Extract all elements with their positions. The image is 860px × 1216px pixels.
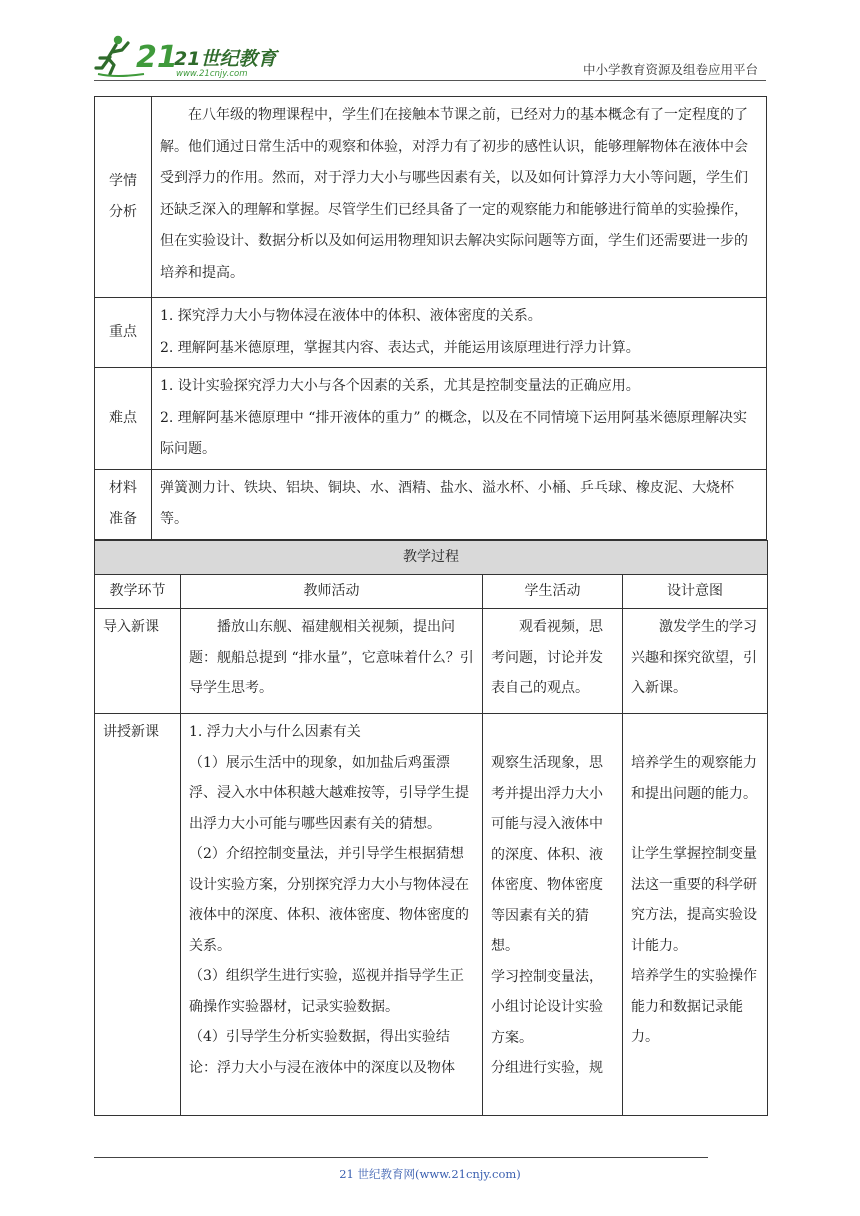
row-difficulties bbox=[95, 368, 767, 470]
teacher-text: 1. 浮力大小与什么因素有关 bbox=[189, 724, 361, 740]
student-text: 学习控制变量法，小组讨论设计实验方案。 bbox=[491, 968, 603, 1046]
teacher-text: （4）引导学生分析实验数据，得出实验结论：浮力大小与浸在液体中的深度以及物体 bbox=[189, 1029, 455, 1076]
teacher-text: 播放山东舰、福建舰相关视频，提出问题：舰船总提到 “排水量”，它意味着什么？引导学生思考。 bbox=[189, 619, 474, 696]
label-key-points bbox=[95, 298, 152, 368]
table-row-new-lesson bbox=[95, 714, 768, 1116]
footer-link[interactable]: 21 世纪教育网(www.21cnjy.com) bbox=[339, 1167, 521, 1181]
list-item: 1. 探究浮力大小与物体浸在液体中的体积、液体密度的关系。 bbox=[160, 308, 542, 324]
student-cell bbox=[483, 609, 623, 714]
stage-cell bbox=[95, 714, 181, 1116]
site-logo[interactable] bbox=[96, 34, 277, 79]
student-text: 分组进行实验，规 bbox=[491, 1060, 603, 1076]
label-line: 重点 bbox=[109, 323, 137, 340]
header-stage: 教学环节 bbox=[95, 575, 181, 609]
intent-cell bbox=[623, 714, 768, 1116]
process-title-row bbox=[95, 541, 768, 575]
content-materials bbox=[152, 469, 767, 539]
teacher-text: （1）展示生活中的现象，如加盐后鸡蛋漂浮、浸入水中体积越大越难按等，引导学生提出浮力大小可能与哪些因素有关的猜想。 bbox=[189, 754, 469, 832]
student-text: 观察生活现象，思考并提出浮力大小可能与浸入液体中的深度、体积、液体密度、物体密度等因素有关的猜想。 bbox=[491, 755, 603, 954]
stage-label: 导入新课 bbox=[103, 619, 159, 635]
list-item: 2. 理解阿基米德原理，掌握其内容、表达式，并能运用该原理进行浮力计算。 bbox=[160, 339, 640, 356]
platform-name: 中小学教育资源及组卷应用平台 bbox=[582, 62, 758, 77]
content-key-points bbox=[152, 298, 767, 368]
list-item: 1. 设计实验探究浮力大小与各个因素的关系，尤其是控制变量法的正确应用。 bbox=[160, 378, 640, 394]
footer-divider bbox=[94, 1157, 708, 1158]
stage-label: 讲授新课 bbox=[103, 724, 159, 740]
list-item: 弹簧测力计、铁块、铝块、铜块、水、酒精、盐水、溢水杯、小桶、乒乓球、橡皮泥、大烧杯等。 bbox=[160, 479, 734, 527]
list-item: 2. 理解阿基米德原理中 “排开液体的重力” 的概念，以及在不同情境下运用阿基米德原理解决实际问题。 bbox=[160, 409, 748, 457]
paragraph: 在八年级的物理课程中，学生们在接触本节课之前，已经对力的基本概念有了一定程度的了解。他们通过日常生活中的观察和体验，对浮力有了初步的感性认识，能够理解物体在液体中会受到浮力的作用。然而，对于浮力大小与哪些因素有关，以及如何计算浮力大小等问题，学生们还缺乏深入的理解和掌握。尽管学生们已经具备了一定的观察能力和能够进行简单的实验操作，但在实验设计、数据分析以及如何运用物理知识去解决实际问题等方面，学生们还需要进一步的培养和提高。 bbox=[160, 107, 748, 281]
label-line: 难点 bbox=[109, 409, 137, 426]
label-materials bbox=[95, 469, 152, 539]
student-cell bbox=[483, 714, 623, 1116]
header-student: 学生活动 bbox=[483, 575, 623, 609]
header-row bbox=[95, 575, 768, 609]
label-difficulties bbox=[95, 368, 152, 470]
row-materials bbox=[95, 469, 767, 539]
row-key-points bbox=[95, 298, 767, 368]
label-line: 分析 bbox=[109, 204, 137, 220]
info-table bbox=[94, 96, 767, 540]
label-line: 学情 bbox=[109, 172, 137, 189]
teacher-text: （2）介绍控制变量法，并引导学生根据猜想设计实验方案，分别探究浮力大小与物体浸在液体中的深度、体积、液体密度、物体密度的关系。 bbox=[189, 846, 469, 954]
intent-text: 激发学生的学习兴趣和探究欲望，引入新课。 bbox=[631, 619, 757, 696]
table-row-intro bbox=[95, 609, 768, 714]
row-learning-analysis bbox=[95, 97, 767, 298]
intent-cell bbox=[623, 609, 768, 714]
teacher-text: （3）组织学生进行实验，巡视并指导学生正确操作实验器材，记录实验数据。 bbox=[189, 968, 464, 1015]
svg-text:21: 21 bbox=[136, 40, 178, 75]
label-line: 准备 bbox=[109, 511, 137, 527]
content-difficulties bbox=[152, 368, 767, 470]
header-divider bbox=[94, 80, 766, 81]
intent-text: 培养学生的观察能力和提出问题的能力。 bbox=[631, 755, 757, 802]
logo-graphic bbox=[96, 34, 277, 79]
process-title: 教学过程 bbox=[95, 541, 768, 575]
stage-cell bbox=[95, 609, 181, 714]
student-text: 观看视频，思考问题，讨论并发表自己的观点。 bbox=[491, 619, 603, 696]
header-teacher: 教师活动 bbox=[181, 575, 483, 609]
intent-text: 让学生掌握控制变量法这一重要的科学研究方法，提高实验设计能力。 bbox=[631, 846, 757, 954]
logo-text: 21世纪教育 bbox=[174, 48, 277, 70]
content-learning-analysis bbox=[152, 97, 767, 298]
label-learning-analysis bbox=[95, 97, 152, 298]
logo-url: www.21cnjy.com bbox=[176, 69, 248, 79]
teacher-cell bbox=[181, 714, 483, 1116]
intent-text: 培养学生的实验操作能力和数据记录能力。 bbox=[631, 968, 757, 1045]
label-line: 材料 bbox=[109, 479, 137, 496]
teacher-cell bbox=[181, 609, 483, 714]
teaching-process-table bbox=[94, 540, 768, 1116]
header-intent: 设计意图 bbox=[623, 575, 768, 609]
